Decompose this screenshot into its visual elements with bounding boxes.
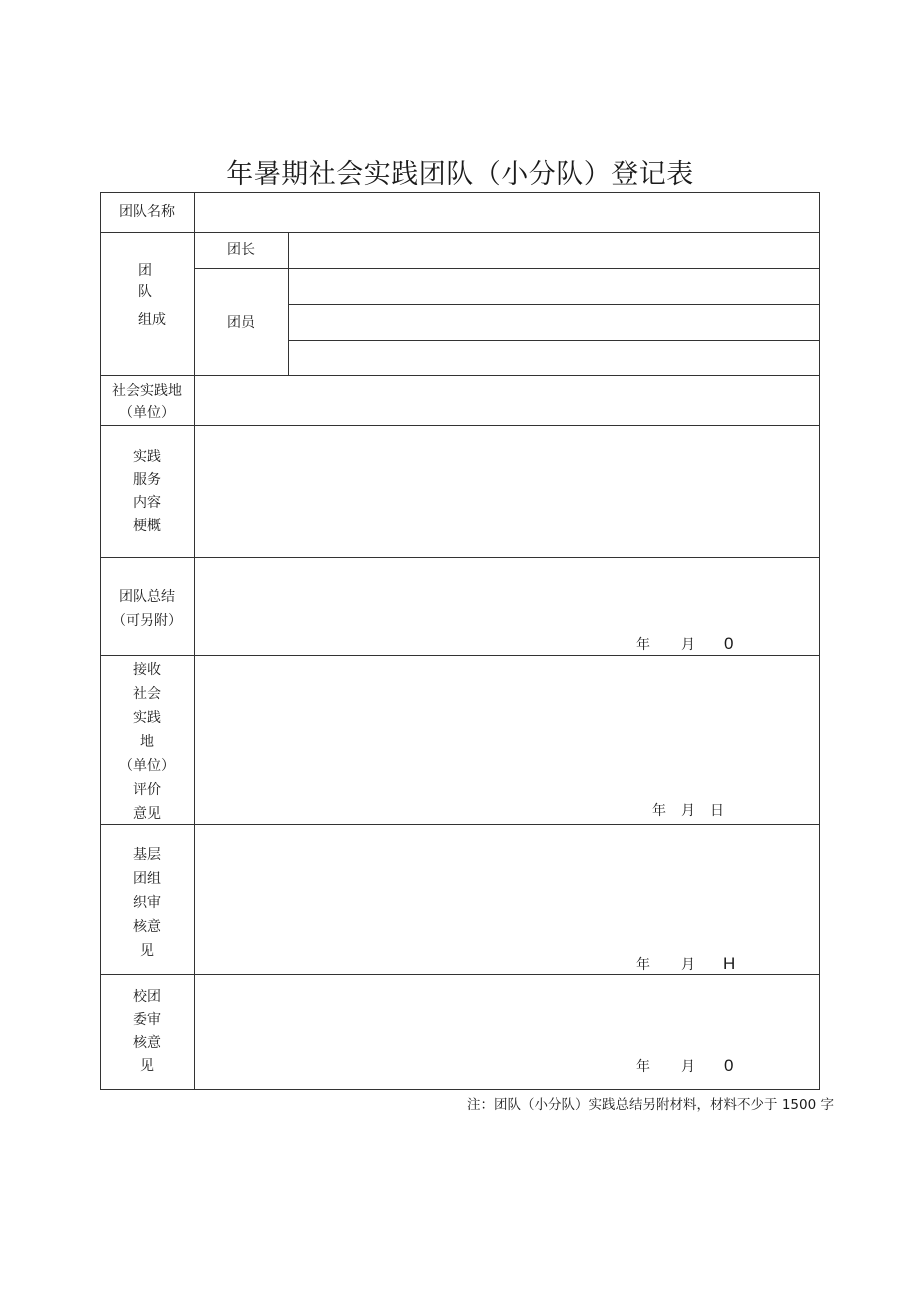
host-evaluation-field[interactable] bbox=[195, 656, 819, 824]
composition-label bbox=[138, 282, 152, 302]
grassroots-date-day: H bbox=[723, 954, 736, 973]
leader-label: 团长 bbox=[227, 242, 255, 258]
content-label-line: 实践 bbox=[133, 449, 161, 465]
school-date-day: 0 bbox=[724, 1056, 734, 1075]
row-divider bbox=[194, 268, 288, 269]
grassroots-date-year: 年 bbox=[636, 957, 650, 973]
grassroots-label-line: 核意 bbox=[133, 919, 161, 935]
host-eval-label-line: 社会 bbox=[133, 686, 161, 702]
location-field[interactable] bbox=[195, 376, 819, 425]
footnote: 注：团队（小分队）实践总结另附材料，材料不少于 1500 字 bbox=[467, 1097, 834, 1113]
leader-field[interactable] bbox=[289, 233, 819, 268]
location-label bbox=[100, 380, 194, 424]
summary-label-line: （可另附） bbox=[112, 613, 182, 629]
host-eval-label-line: 意见 bbox=[133, 806, 161, 822]
summary-label bbox=[100, 585, 194, 633]
composition-label-line: 团 bbox=[138, 263, 152, 279]
composition-label-line: 队 bbox=[138, 284, 152, 300]
content-label-line: 服务 bbox=[133, 472, 161, 488]
host-date-year: 年 bbox=[652, 803, 666, 819]
grassroots-review-field[interactable] bbox=[195, 825, 819, 974]
content-label-line: 内容 bbox=[133, 495, 161, 511]
school-date-year: 年 bbox=[636, 1059, 650, 1075]
member-field-3[interactable] bbox=[289, 341, 819, 375]
summary-date-year: 年 bbox=[636, 637, 650, 653]
location-label-line: 社会实践地 bbox=[112, 383, 182, 399]
host-eval-label-line: 实践 bbox=[133, 710, 161, 726]
member-field-1[interactable] bbox=[289, 269, 819, 304]
grassroots-label-line: 见 bbox=[140, 943, 154, 959]
school-label bbox=[100, 986, 194, 1078]
grassroots-label-line: 团组 bbox=[133, 871, 161, 887]
table-border-bottom bbox=[100, 1089, 820, 1090]
location-label-line: （单位） bbox=[119, 405, 175, 421]
school-label-line: 校团 bbox=[133, 989, 161, 1005]
summary-label-line: 团队总结 bbox=[119, 589, 175, 605]
grassroots-label bbox=[100, 843, 194, 963]
form-title: 年暑期社会实践团队（小分队）登记表 bbox=[226, 159, 694, 190]
composition-label-line: 组成 bbox=[138, 312, 166, 328]
host-eval-label-line: （单位） bbox=[119, 758, 175, 774]
host-eval-label bbox=[100, 658, 194, 826]
team-name-field[interactable] bbox=[195, 193, 819, 232]
member-field-2[interactable] bbox=[289, 305, 819, 340]
composition-label bbox=[138, 261, 152, 281]
host-eval-label-line: 地 bbox=[140, 734, 154, 750]
members-label: 团员 bbox=[227, 315, 255, 331]
team-name-label: 团队名称 bbox=[119, 204, 175, 220]
grassroots-date-month: 月 bbox=[681, 957, 695, 973]
summary-date-day: 0 bbox=[724, 634, 734, 653]
host-eval-label-line: 接收 bbox=[133, 662, 161, 678]
table-border-right bbox=[819, 192, 820, 1090]
school-date-month: 月 bbox=[681, 1059, 695, 1075]
content-summary-field[interactable] bbox=[195, 426, 819, 557]
host-date-day: 日 bbox=[710, 803, 724, 819]
grassroots-label-line: 基层 bbox=[133, 847, 161, 863]
host-date-month: 月 bbox=[681, 803, 695, 819]
summary-date-month: 月 bbox=[681, 637, 695, 653]
composition-label bbox=[138, 310, 166, 330]
host-eval-label-line: 评价 bbox=[133, 782, 161, 798]
school-label-line: 委审 bbox=[133, 1012, 161, 1028]
content-label-line: 梗概 bbox=[133, 518, 161, 534]
content-label bbox=[100, 446, 194, 538]
school-label-line: 见 bbox=[140, 1058, 154, 1074]
school-label-line: 核意 bbox=[133, 1035, 161, 1051]
grassroots-label-line: 织审 bbox=[133, 895, 161, 911]
